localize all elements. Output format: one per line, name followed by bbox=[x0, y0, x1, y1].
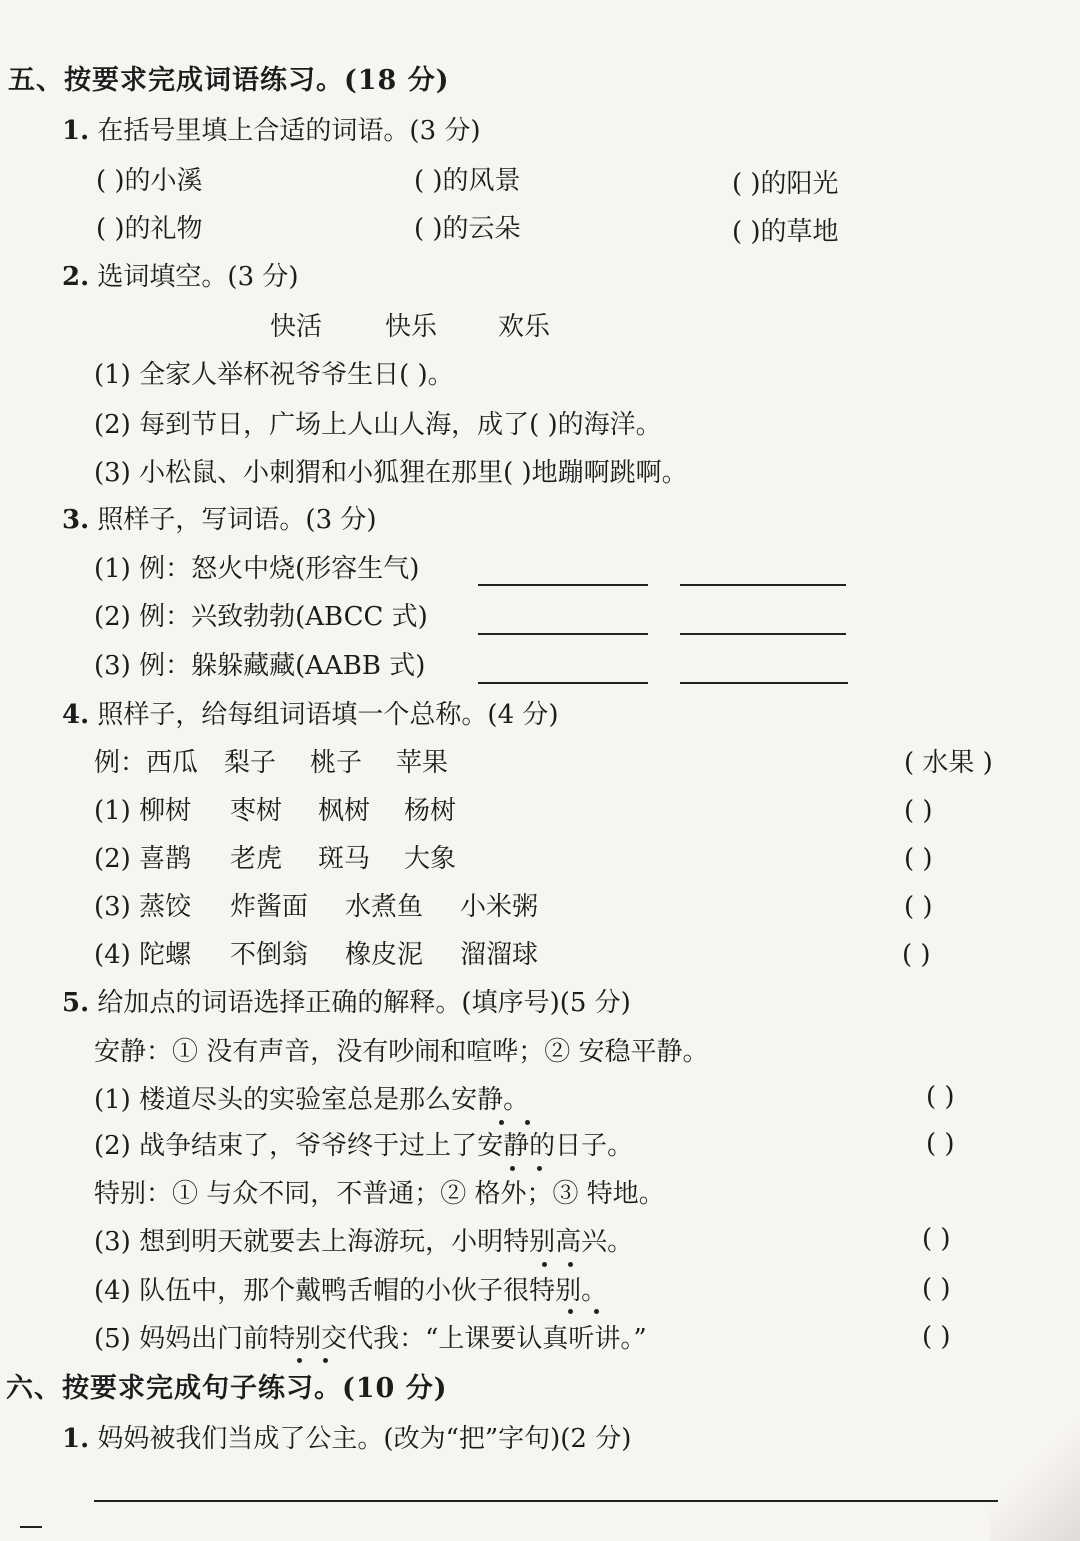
group-label: (1) 柳树 bbox=[94, 796, 192, 826]
emphasis-dot bbox=[568, 1262, 573, 1267]
page-mark bbox=[20, 1526, 42, 1528]
emphasis-dot bbox=[297, 1358, 302, 1363]
answer-line[interactable] bbox=[680, 584, 846, 586]
group-word: 斑马 bbox=[318, 844, 371, 874]
word-choice: 欢乐 bbox=[498, 312, 551, 342]
question-1-heading bbox=[62, 114, 481, 148]
emphasis-dot bbox=[323, 1358, 328, 1363]
emphasis-dot bbox=[499, 1120, 504, 1125]
answer-blank[interactable]: ( ) bbox=[902, 940, 931, 970]
group-word: 橡皮泥 bbox=[345, 940, 424, 970]
fill-blank-sentence[interactable]: (1) 全家人举杯祝爷爷生日( )。 bbox=[94, 360, 454, 390]
question-1-title: 在括号里填上合适的词语。(3 分) bbox=[97, 116, 481, 146]
question-number: 2. bbox=[62, 262, 90, 292]
emphasis-dot bbox=[510, 1166, 515, 1171]
choice-sentence: (4) 队伍中，那个戴鸭舌帽的小伙子很特别。 bbox=[94, 1276, 608, 1306]
question-number: 1. bbox=[62, 116, 90, 146]
example-word: 桃子 bbox=[310, 748, 363, 778]
example-answer: ( 水果 ) bbox=[904, 748, 993, 778]
group-word: 老虎 bbox=[230, 844, 283, 874]
word-choice: 快乐 bbox=[385, 312, 438, 342]
example-item: (3) 例：躲躲藏藏(AABB 式) bbox=[94, 651, 426, 681]
definition-anjing: 安静：① 没有声音，没有吵闹和喧哗；② 安稳平静。 bbox=[94, 1037, 709, 1067]
emphasis-dot bbox=[542, 1262, 547, 1267]
question-5-heading bbox=[62, 986, 631, 1020]
answer-blank[interactable]: ( ) bbox=[922, 1274, 951, 1304]
emphasis-dot bbox=[537, 1166, 542, 1171]
answer-line[interactable] bbox=[680, 682, 848, 684]
group-word: 杨树 bbox=[404, 796, 457, 826]
group-word: 大象 bbox=[404, 844, 457, 874]
group-label: (4) 陀螺 bbox=[94, 940, 192, 970]
question-number: 1. bbox=[62, 1424, 90, 1454]
question-2-title: 选词填空。(3 分) bbox=[97, 262, 299, 292]
question-5-title: 给加点的词语选择正确的解释。(填序号)(5 分) bbox=[97, 988, 631, 1018]
fill-blank-item[interactable]: ( )的礼物 bbox=[96, 214, 203, 244]
example-word: 梨子 bbox=[224, 748, 277, 778]
question-number: 3. bbox=[62, 505, 90, 535]
question-number: 4. bbox=[62, 700, 90, 730]
group-word: 炸酱面 bbox=[230, 892, 309, 922]
section-6-title: 六、按要求完成句子练习。(10 分) bbox=[6, 1373, 448, 1404]
answer-line[interactable] bbox=[478, 682, 648, 684]
fill-blank-item[interactable]: ( )的云朵 bbox=[414, 214, 521, 244]
question-3-title: 照样子，写词语。(3 分) bbox=[97, 505, 377, 535]
answer-blank[interactable]: ( ) bbox=[904, 892, 933, 922]
answer-blank[interactable]: ( ) bbox=[904, 796, 933, 826]
answer-blank[interactable]: ( ) bbox=[922, 1322, 951, 1352]
group-word: 枫树 bbox=[318, 796, 371, 826]
group-word: 小米粥 bbox=[460, 892, 539, 922]
fill-blank-item[interactable]: ( )的小溪 bbox=[96, 166, 203, 196]
group-word: 枣树 bbox=[230, 796, 283, 826]
choice-sentence: (2) 战争结束了，爷爷终于过上了安静的日子。 bbox=[94, 1131, 634, 1161]
answer-blank[interactable]: ( ) bbox=[904, 844, 933, 874]
answer-blank[interactable]: ( ) bbox=[926, 1082, 955, 1112]
fill-blank-sentence[interactable]: (3) 小松鼠、小刺猬和小狐狸在那里( )地蹦啊跳啊。 bbox=[94, 458, 688, 488]
question-2-heading bbox=[62, 260, 299, 294]
section-5-title: 五、按要求完成词语练习。(18 分) bbox=[8, 65, 450, 96]
section-6-question-1-heading bbox=[62, 1422, 631, 1456]
example-label: 例：西瓜 bbox=[94, 748, 199, 778]
answer-line[interactable] bbox=[478, 584, 648, 586]
answer-line[interactable] bbox=[94, 1500, 998, 1502]
example-item: (2) 例：兴致勃勃(ABCC 式) bbox=[94, 602, 428, 632]
question-4-heading bbox=[62, 698, 559, 732]
group-label: (3) 蒸饺 bbox=[94, 892, 192, 922]
section-6-question-1-title: 妈妈被我们当成了公主。(改为“把”字句)(2 分) bbox=[97, 1424, 632, 1454]
fill-blank-item[interactable]: ( )的风景 bbox=[414, 166, 521, 196]
choice-sentence: (1) 楼道尽头的实验室总是那么安静。 bbox=[94, 1085, 530, 1115]
choice-sentence: (5) 妈妈出门前特别交代我：“上课要认真听讲。” bbox=[94, 1324, 647, 1354]
answer-line[interactable] bbox=[680, 633, 846, 635]
group-word: 溜溜球 bbox=[460, 940, 539, 970]
fill-blank-item[interactable]: ( )的草地 bbox=[732, 217, 839, 247]
question-3-heading bbox=[62, 503, 377, 537]
example-item: (1) 例：怒火中烧(形容生气) bbox=[94, 554, 420, 584]
word-choice: 快活 bbox=[270, 312, 323, 342]
fill-blank-item[interactable]: ( )的阳光 bbox=[732, 169, 839, 199]
emphasis-dot bbox=[568, 1309, 573, 1314]
choice-sentence: (3) 想到明天就要去上海游玩，小明特别高兴。 bbox=[94, 1227, 634, 1257]
group-word: 不倒翁 bbox=[230, 940, 309, 970]
question-4-title: 照样子，给每组词语填一个总称。(4 分) bbox=[97, 700, 559, 730]
example-word: 苹果 bbox=[396, 748, 449, 778]
answer-blank[interactable]: ( ) bbox=[926, 1129, 955, 1159]
emphasis-dot bbox=[525, 1120, 530, 1125]
group-label: (2) 喜鹊 bbox=[94, 844, 192, 874]
emphasis-dot bbox=[594, 1309, 599, 1314]
answer-line[interactable] bbox=[478, 633, 648, 635]
page-shadow bbox=[990, 1421, 1080, 1541]
fill-blank-sentence[interactable]: (2) 每到节日，广场上人山人海，成了( )的海洋。 bbox=[94, 410, 662, 440]
answer-blank[interactable]: ( ) bbox=[922, 1224, 951, 1254]
group-word: 水煮鱼 bbox=[345, 892, 424, 922]
question-number: 5. bbox=[62, 988, 90, 1018]
definition-tebie: 特别：① 与众不同，不普通；② 格外；③ 特地。 bbox=[94, 1179, 665, 1209]
